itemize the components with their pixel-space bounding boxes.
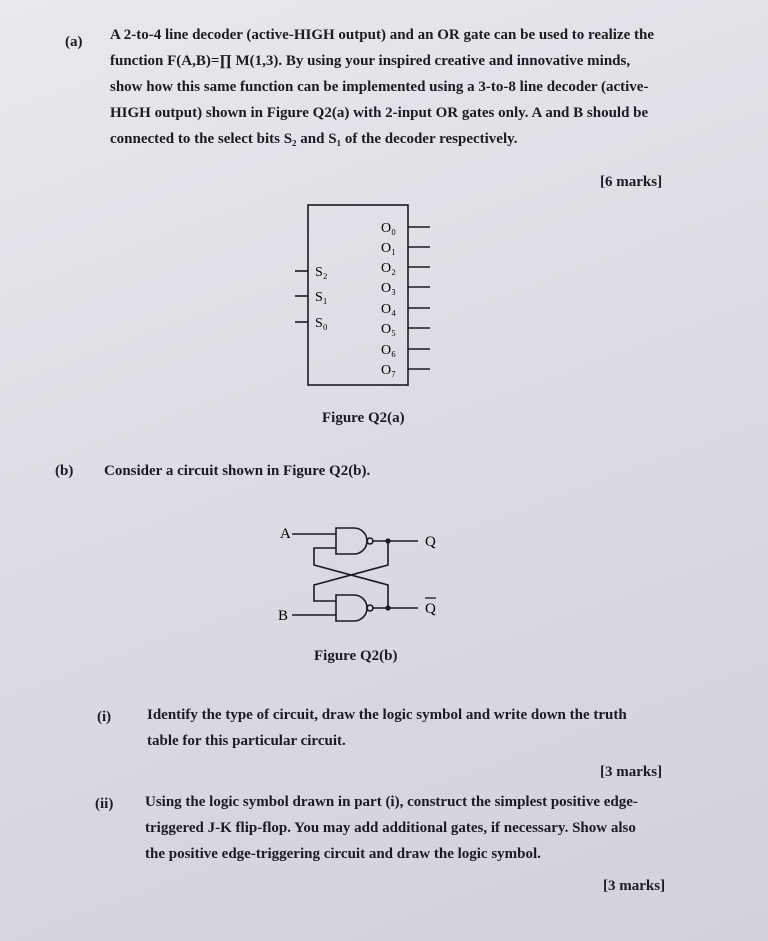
part-a-line-4: HIGH output) shown in Figure Q2(a) with 2-input OR gates only. A and B should be	[110, 105, 649, 121]
question-ii-line-3: the positive edge-triggering circuit and draw the logic symbol.	[145, 846, 541, 862]
input-label-a: A	[280, 526, 291, 542]
question-i-line-1: Identify the type of circuit, draw the logic symbol and write down the truth	[147, 707, 627, 723]
question-i-label: (i)	[97, 709, 112, 725]
figure-q2a-decoder	[260, 195, 480, 405]
output-label-o5: O₅	[381, 322, 396, 337]
feedback-wire-qbar	[314, 548, 388, 608]
part-a-line-3: show how this same function can be implemented using a 3-to-8 line decoder (active-	[110, 79, 649, 95]
part-a-line-2: function F(A,B)=∏ M(1,3). By using your inspired creative and innovative minds,	[110, 53, 631, 69]
input-label-b: B	[278, 608, 289, 624]
output-lines	[408, 227, 430, 369]
question-ii-text	[145, 789, 690, 867]
part-a-text	[110, 22, 700, 152]
nand-gate-bottom	[336, 595, 367, 621]
feedback-wire-q	[314, 541, 388, 601]
part-a-line-1: A 2-to-4 line decoder (active-HIGH output) and an OR gate can be used to realize the	[110, 27, 654, 43]
question-i-line-2: table for this particular circuit.	[147, 733, 346, 749]
figure-q2a-caption: Figure Q2(a)	[322, 410, 405, 426]
output-label-o0: O₀	[381, 221, 396, 236]
nand-bubble-bottom	[367, 605, 373, 611]
nand-bubble-top	[367, 538, 373, 544]
input-label-s0: S₀	[315, 316, 328, 331]
part-b-label: (b)	[55, 463, 74, 479]
nand-gate-top	[336, 528, 367, 554]
output-label-q: Q	[425, 534, 436, 550]
output-label-o3: O₃	[381, 281, 396, 296]
question-i-text	[147, 702, 687, 754]
question-ii-line-1: Using the logic symbol drawn in part (i), construct the simplest positive edge-	[145, 794, 638, 810]
part-b-intro: Consider a circuit shown in Figure Q2(b).	[104, 463, 371, 479]
output-label-o4: O₄	[381, 302, 396, 317]
output-label-qbar: Q	[425, 601, 436, 617]
part-a-label: (a)	[65, 34, 83, 50]
input-label-s1: S₁	[315, 290, 328, 305]
part-a-line-5: connected to the select bits S₂ and S₁ of the decoder respectively.	[110, 131, 518, 147]
question-ii-line-2: triggered J-K flip-flop. You may add additional gates, if necessary. Show also	[145, 820, 636, 836]
input-label-s2: S₂	[315, 265, 328, 280]
figure-q2b-circuit	[270, 515, 470, 625]
junction-dot-qbar	[385, 605, 390, 610]
output-label-o1: O₁	[381, 241, 396, 256]
output-label-o2: O₂	[381, 261, 396, 276]
part-a-marks: [6 marks]	[600, 174, 663, 190]
junction-dot-q	[385, 538, 390, 543]
figure-q2b-caption: Figure Q2(b)	[314, 648, 398, 664]
output-label-o7: O₇	[381, 363, 396, 378]
question-ii-label: (ii)	[95, 796, 114, 812]
output-label-o6: O₆	[381, 343, 396, 358]
question-i-marks: [3 marks]	[600, 764, 663, 780]
question-ii-marks: [3 marks]	[603, 878, 666, 894]
